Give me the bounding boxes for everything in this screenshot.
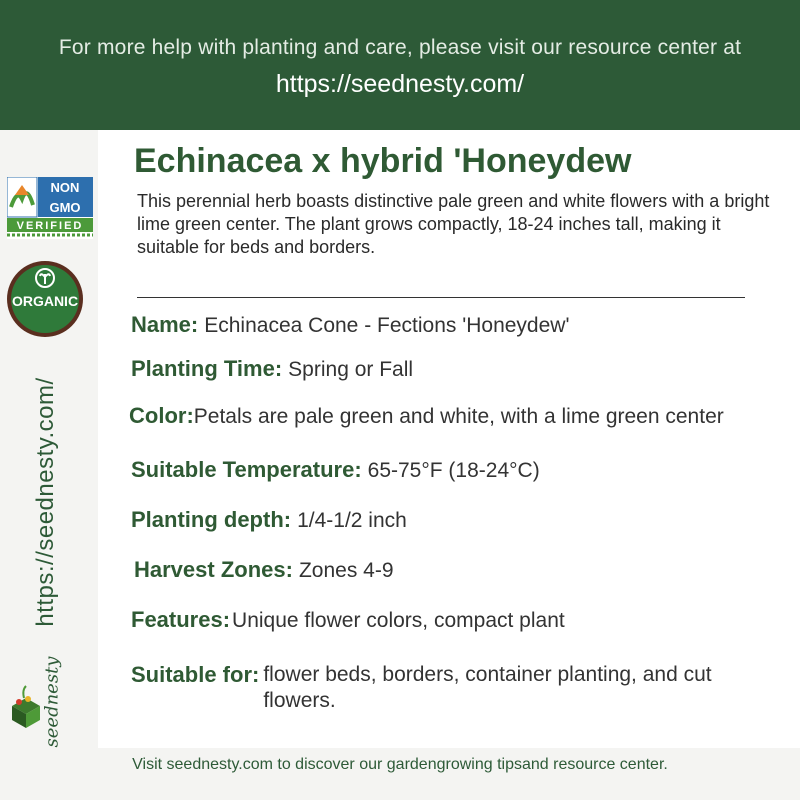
- field-value: Unique flower colors, compact plant: [232, 609, 565, 632]
- field-value: 65-75°F (18-24°C): [367, 459, 540, 482]
- non-gmo-verified-text: VERIFIED: [16, 220, 84, 232]
- field-label: Suitable Temperature:: [131, 457, 362, 482]
- field-label: Features:: [131, 607, 231, 632]
- header-banner: [0, 0, 800, 130]
- field-features: [131, 607, 565, 633]
- organic-badge: [6, 260, 84, 338]
- logo-wordmark: seednesty: [41, 656, 63, 748]
- field-label: Suitable for:: [131, 662, 260, 687]
- divider: [137, 297, 745, 298]
- field-harvest-zones: [134, 557, 394, 583]
- header-help-text: For more help with planting and care, please visit our resource center at: [58, 36, 742, 59]
- field-value: Echinacea Cone - Fections 'Honeydew': [204, 314, 570, 337]
- header-url-link[interactable]: https://seednesty.com/: [275, 70, 525, 98]
- non-gmo-mid-text: GMO: [49, 200, 81, 215]
- field-color: [129, 403, 724, 429]
- field-label: Planting depth:: [131, 507, 292, 532]
- field-label: Color:: [129, 403, 194, 428]
- field-value: flower beds, borders, container planting, and cut flowers.: [263, 663, 712, 712]
- vertical-website-url: https://seednesty.com/: [32, 377, 59, 627]
- field-label: Harvest Zones:: [134, 557, 293, 582]
- field-suitable-for: [131, 662, 771, 714]
- non-gmo-verified-badge: [7, 177, 93, 239]
- field-value: Spring or Fall: [288, 358, 414, 381]
- field-value: Zones 4-9: [298, 559, 394, 582]
- product-title: Echinacea x hybrid 'Honeydew: [134, 142, 632, 180]
- product-description: This perennial herb boasts distinctive pale green and white flowers with a bright lime green center. The plant grows compactly, 18-24 inches tall, making it suitable for beds and borders.: [137, 191, 770, 257]
- organic-badge-text: ORGANIC: [11, 293, 79, 309]
- field-suitable-temperature: [131, 457, 540, 483]
- field-planting-time: [131, 356, 413, 382]
- field-label: Name:: [131, 312, 199, 337]
- field-label: Planting Time:: [131, 356, 283, 381]
- field-name: [131, 312, 569, 338]
- field-planting-depth: [131, 507, 407, 533]
- footer-text: Visit seednesty.com to discover our gardengrowing tipsand resource center.: [132, 756, 668, 773]
- non-gmo-top-text: NON: [50, 180, 80, 195]
- field-value: 1/4-1/2 inch: [297, 509, 407, 532]
- field-value: Petals are pale green and white, with a lime green center: [193, 405, 724, 428]
